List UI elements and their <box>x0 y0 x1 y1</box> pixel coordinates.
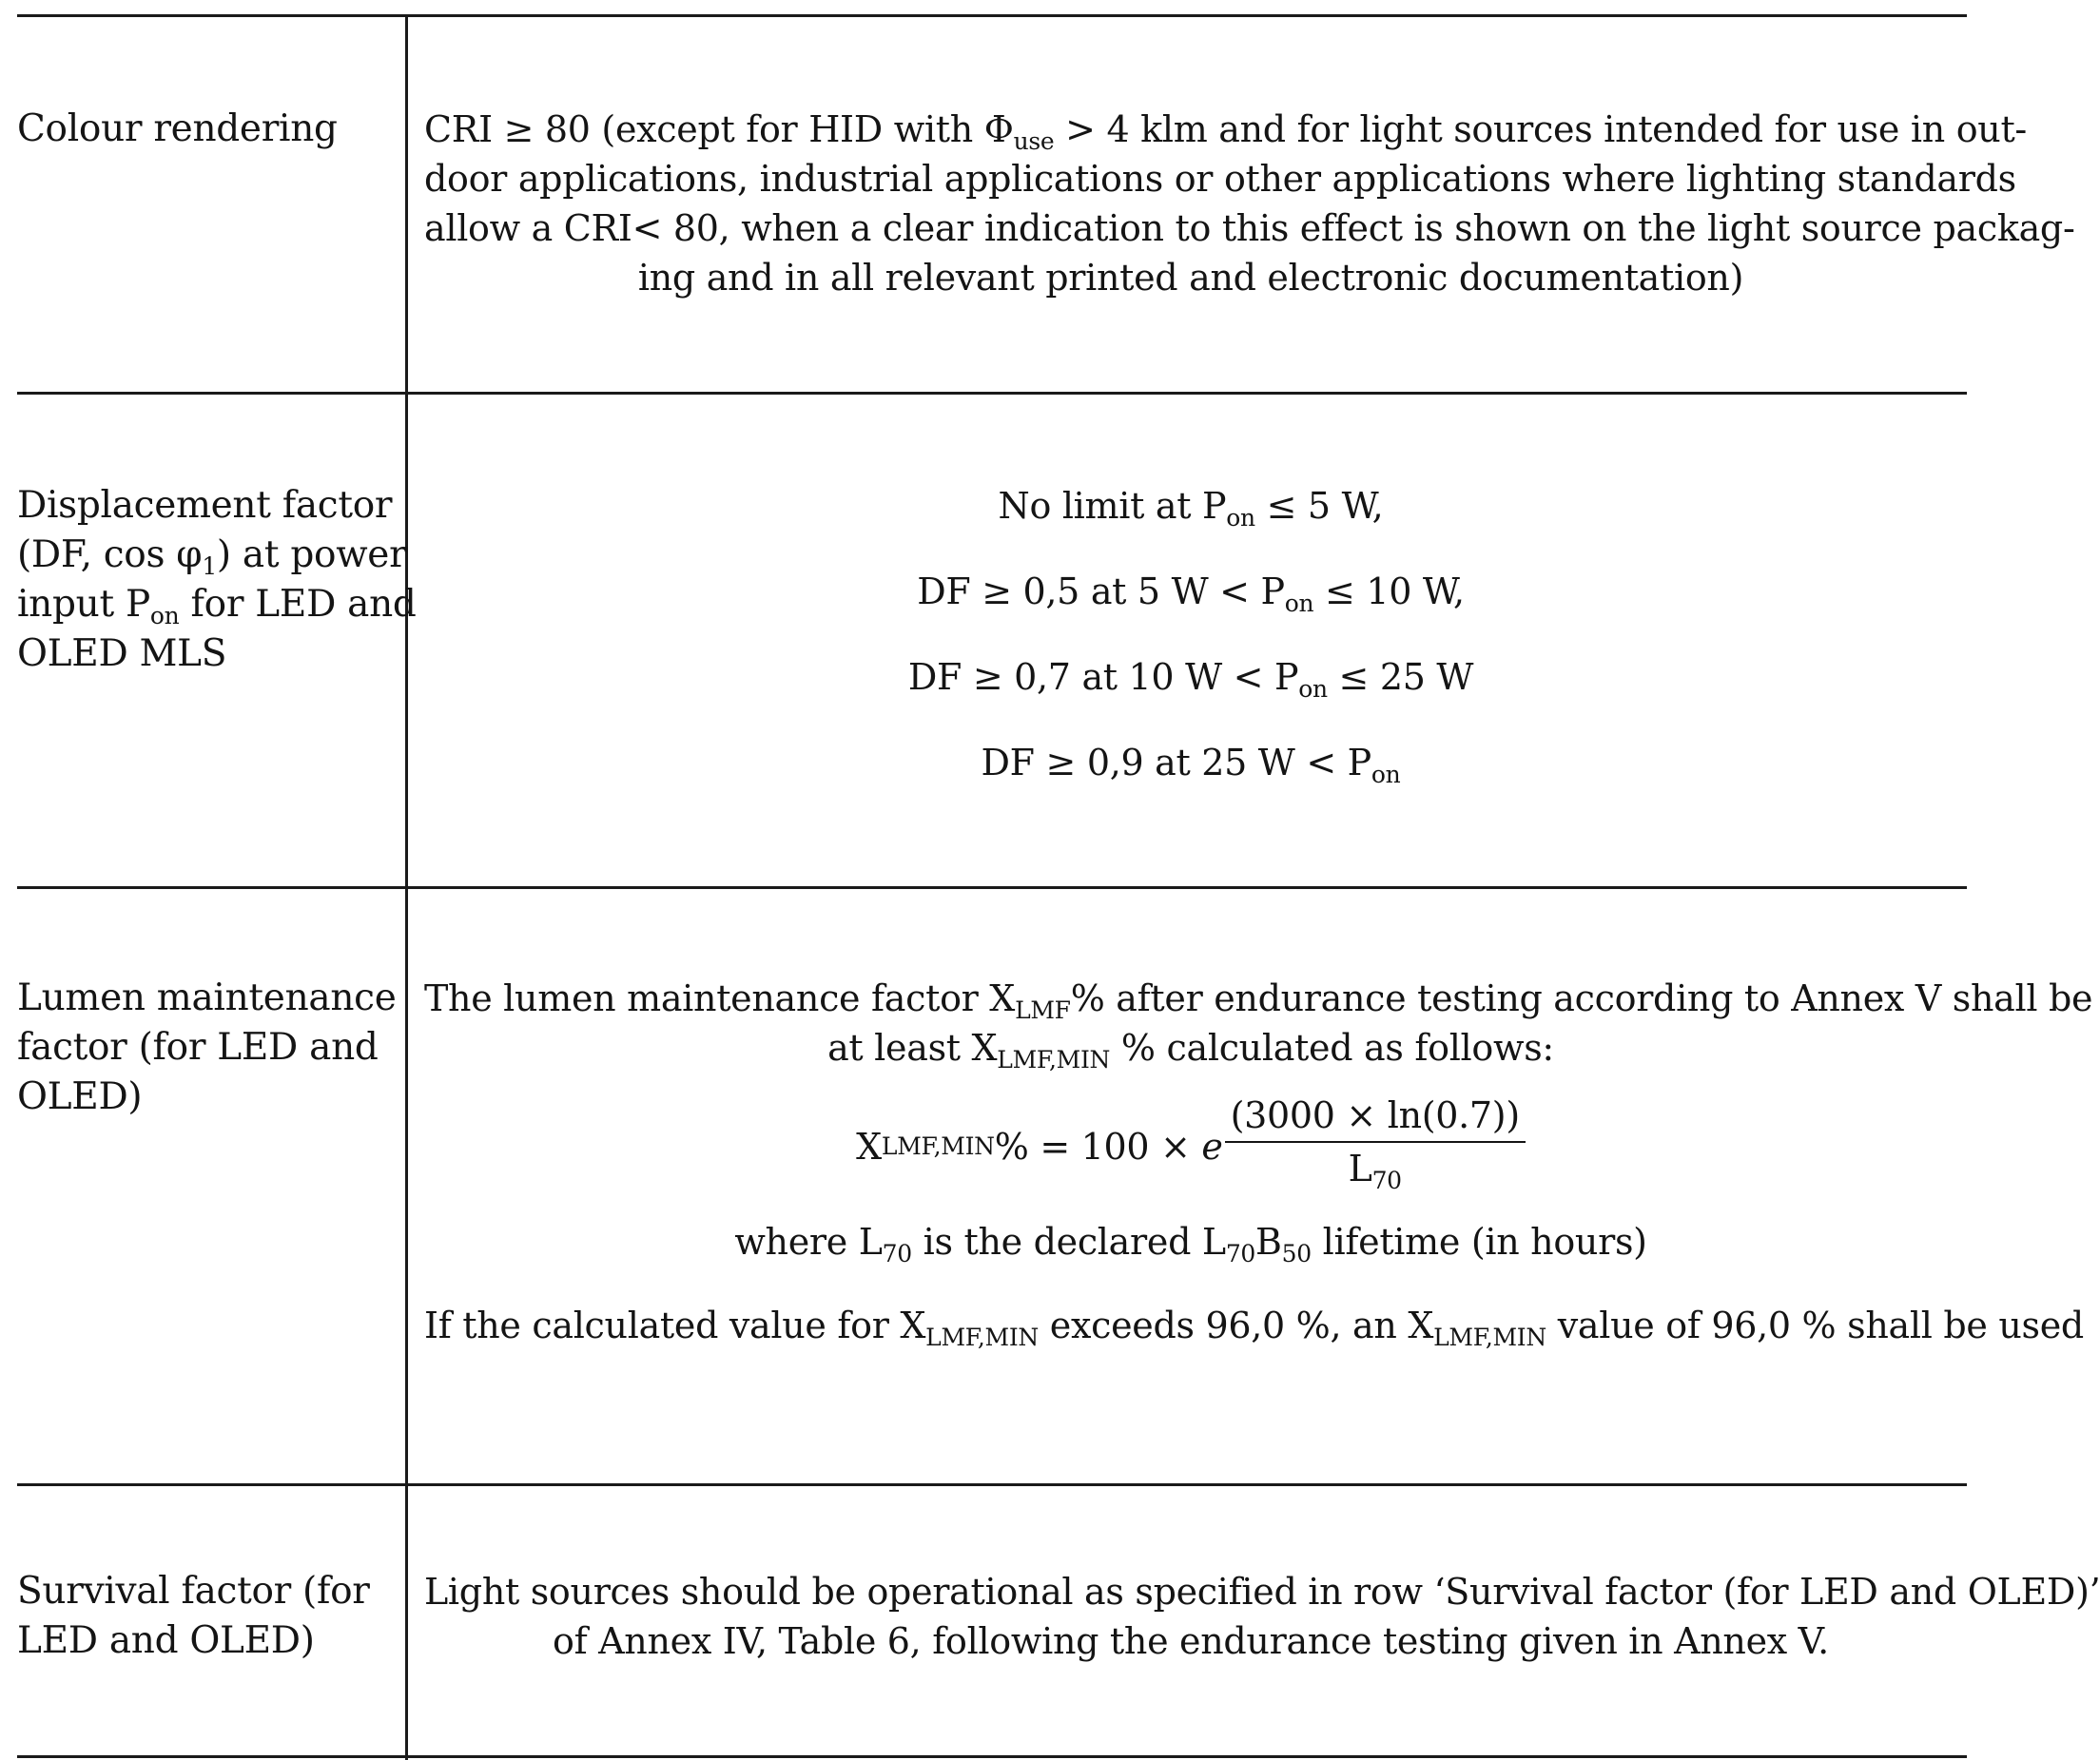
exponent-fraction: $\frac{(3000 \times \ln(0.7))}{L_{70}}$ <box>1225 1093 1526 1192</box>
df-limit-line: No limit at $P_{on} \le 5$ W, <box>998 485 1384 532</box>
cap-line: If the calculated value for $X_{LMF,MIN}$ exceeds 96,0 %, an $X_{LMF,MIN}$ value of 96,0 % shall be used <box>424 1305 2084 1351</box>
df-limit-line: DF ≥ 0,7 at 10 $W < P_{on} \le 25$ W <box>907 656 1474 703</box>
where-line: where $L_{70}$ is the declared $L_{70}B_{50}$ lifetime (in hours) <box>734 1221 1647 1267</box>
row-label-colour-rendering <box>17 105 390 154</box>
cri-line-1: CRI ≥ 80 (except for HID with $\Phi_{use} > 4$ klm and for light sources intended for use in out- <box>424 108 2027 155</box>
lumen-maintenance-formula: X LMF,MIN % = 100 × e $\frac{(3000 \times \ln(0.7))}{L_{70}}$ <box>424 1084 1957 1209</box>
row-label-lumen-maintenance: Lumen maintenance factor (for LED and OLED) <box>17 977 397 1118</box>
intro-line-2: at least $X_{LMF,MIN}$ % calculated as follows: <box>827 1027 1554 1073</box>
cri-requirement <box>424 105 2075 302</box>
cri-line-3: allow a CRI< 80, when a clear indication to this effect is shown on the light source packag- <box>424 207 2075 249</box>
row-divider <box>17 392 1967 395</box>
label-text: Colour rendering <box>17 107 338 150</box>
table-top-rule <box>17 14 1967 17</box>
row-label-displacement-factor: Displacement factor (DF, $\cos \varphi_1$) at power input $P_{on}$ for LED and OLED MLS <box>17 484 417 675</box>
column-divider <box>405 14 408 1760</box>
intro-line-1: The lumen maintenance factor $X_{LMF}\%$ after endurance testing according to Annex V shall be <box>424 977 2093 1024</box>
cri-line-4: ing and in all relevant printed and electronic documentation) <box>637 257 1744 299</box>
row-divider <box>17 1483 1967 1486</box>
row-divider <box>17 1755 1967 1758</box>
displacement-factor-limits <box>424 481 1957 787</box>
df-limit-line: DF ≥ 0,9 at 25 $W < P_{on}$ <box>981 742 1401 788</box>
survival-factor-requirement: Light sources should be operational as specified in row ‘Survival factor (for LED and OLED)’ of Annex IV, Table 6, following the endurance testing given in Annex V. <box>424 1571 2100 1662</box>
df-limit-line: DF ≥ 0,5 at 5 $W < P_{on} \le 10$ W, <box>917 571 1465 617</box>
row-divider <box>17 886 1967 889</box>
lumen-maintenance-requirement <box>424 974 2093 1351</box>
cri-line-2: door applications, industrial applications or other applications where lighting standards <box>424 158 2016 200</box>
row-label-survival-factor: Survival factor (for LED and OLED) <box>17 1570 370 1662</box>
